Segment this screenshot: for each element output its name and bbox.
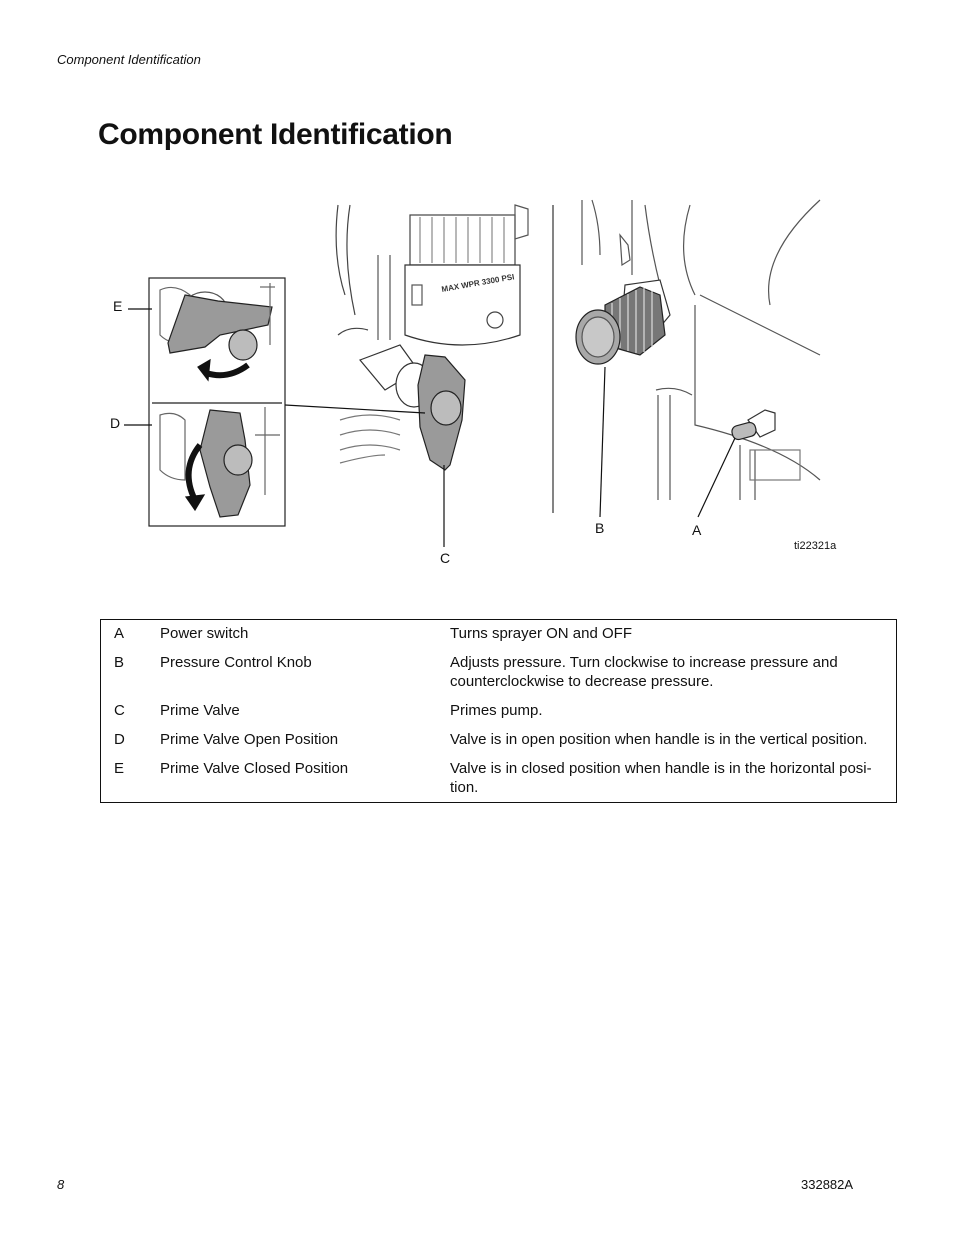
leader-line-d-to-valve — [285, 405, 425, 413]
figure-id: ti22321a — [794, 540, 837, 552]
table-row — [101, 757, 896, 802]
sprayer-illustration — [100, 195, 860, 585]
component-name: Power switch — [160, 625, 249, 642]
valve-positions-inset — [149, 278, 285, 526]
component-letter: A — [114, 625, 125, 642]
table-row — [101, 728, 896, 757]
component-description: Valve is in open position when handle is in the vertical position. — [450, 731, 868, 748]
pump-view — [336, 205, 528, 470]
component-description: Adjusts pressure. Turn clockwise to increase pressure and counterclockwise to decrease pressure. — [450, 654, 838, 690]
nameplate-text: MAX WPR 3300 PSI — [440, 272, 516, 294]
component-figure — [100, 195, 860, 585]
component-letter: C — [114, 702, 125, 719]
power-switch — [731, 410, 775, 441]
running-head: Component Identification — [57, 52, 201, 67]
table-row — [101, 620, 896, 651]
page-number: 8 — [57, 1177, 65, 1192]
component-description: Primes pump. — [450, 702, 543, 719]
pressure-control-knob — [576, 287, 665, 364]
component-description: Turns sprayer ON and OFF — [450, 625, 632, 642]
component-name: Prime Valve Closed Position — [160, 760, 349, 777]
component-name: Pressure Control Knob — [160, 654, 312, 671]
callout-b: B — [595, 520, 605, 536]
control-panel-view — [576, 200, 820, 500]
leader-line-a — [698, 438, 735, 517]
table-row — [101, 651, 896, 699]
component-name: Prime Valve — [160, 702, 240, 719]
component-description: Valve is in closed position when handle is in the horizontal posi-tion. — [450, 760, 872, 796]
component-letter: B — [114, 654, 125, 671]
callout-a: A — [692, 522, 702, 538]
leader-line-b — [600, 367, 605, 517]
component-letter: E — [114, 760, 125, 777]
component-letter: D — [114, 731, 125, 748]
callout-e: E — [113, 298, 123, 314]
table-row — [101, 699, 896, 728]
page-title: Component Identification — [98, 118, 453, 151]
component-name: Prime Valve Open Position — [160, 731, 339, 748]
callout-c: C — [440, 550, 451, 566]
document-number: 332882A — [801, 1177, 854, 1192]
callout-d: D — [110, 415, 121, 431]
component-key-table — [100, 619, 897, 803]
